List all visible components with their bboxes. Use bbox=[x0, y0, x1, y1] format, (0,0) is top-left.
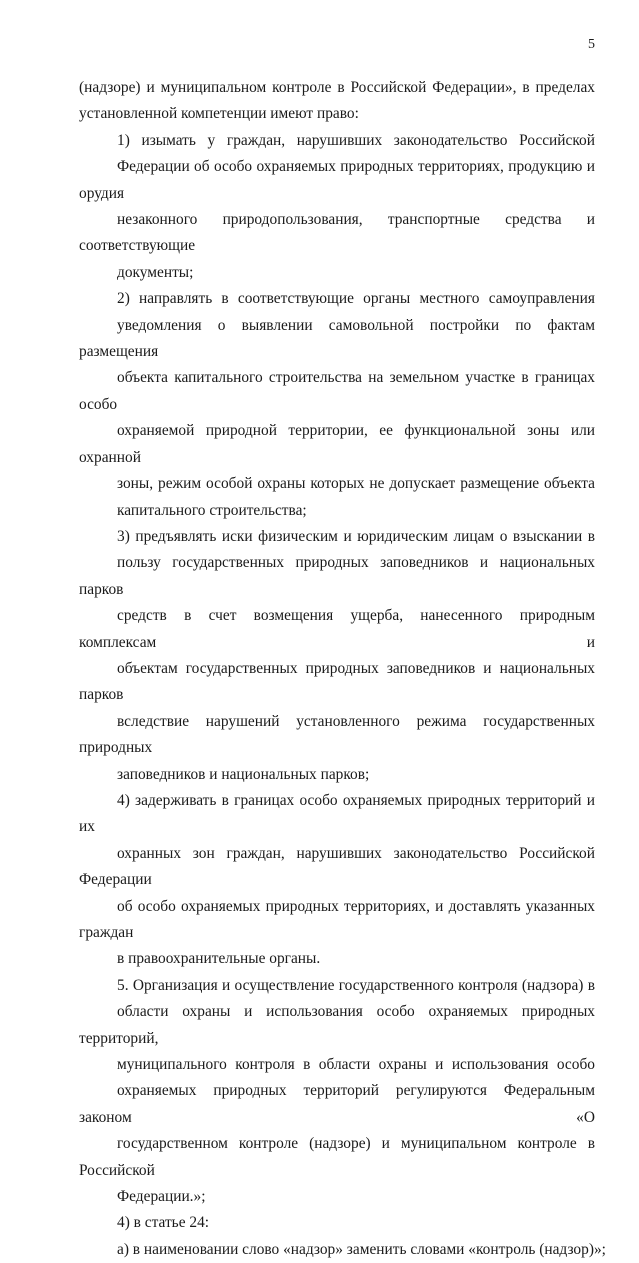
text-line: (надзоре) и муниципальном контроле в Российской Федерации», в пределах bbox=[79, 79, 595, 96]
paragraph-continuation bbox=[79, 75, 595, 128]
text-line: вследствие нарушений установленного режима государственных природных bbox=[79, 712, 595, 757]
text-line: 2) направлять в соответствующие органы местного самоуправления bbox=[117, 290, 595, 308]
text-line: 3) предъявлять иски физическим и юридическим лицам о взыскании в bbox=[117, 527, 595, 545]
text-line: охраняемой природной территории, ее функциональной зоны или охранной bbox=[79, 422, 595, 466]
paragraph-item-3 bbox=[79, 524, 595, 788]
document-body bbox=[79, 75, 606, 1263]
text-line: а) в наименовании слово «надзор» заменить словами «контроль (надзор)»; bbox=[117, 1240, 606, 1258]
paragraph-section-5 bbox=[79, 973, 595, 1211]
paragraph-item-1 bbox=[79, 128, 595, 286]
text-line: области охраны и использования особо охраняемых природных территорий, bbox=[79, 1003, 595, 1047]
paragraph-article-24 bbox=[79, 1210, 595, 1236]
text-line: 4) в статье 24: bbox=[117, 1214, 210, 1232]
text-line: об особо охраняемых природных территориях, и доставлять указанных граждан bbox=[79, 897, 595, 941]
text-line: уведомления о выявлении самовольной постройки по фактам размещения bbox=[79, 316, 595, 361]
text-line: установленной компетенции имеют право: bbox=[79, 105, 359, 123]
paragraph-subitem-a bbox=[79, 1237, 606, 1263]
text-line: заповедников и национальных парков; bbox=[117, 765, 370, 783]
text-line: охранных зон граждан, нарушивших законодательство Российской Федерации bbox=[79, 844, 595, 889]
text-line: Федерации об особо охраняемых природных территориях, продукцию и орудия bbox=[79, 158, 595, 202]
text-line: пользу государственных природных заповедников и национальных парков bbox=[79, 554, 595, 598]
text-line: документы; bbox=[117, 263, 194, 281]
paragraph-item-4 bbox=[79, 788, 595, 973]
text-line: охраняемых природных территорий регулируются Федеральным законом «О bbox=[79, 1082, 595, 1126]
text-line: 1) изымать у граждан, нарушивших законодательство Российской bbox=[117, 131, 595, 149]
text-line: Федерации.»; bbox=[117, 1188, 206, 1206]
text-line: объекта капитального строительства на земельном участке в границах особо bbox=[79, 369, 595, 413]
text-line: 4) задерживать в границах особо охраняемых природных территорий и их bbox=[79, 791, 595, 836]
text-line: незаконного природопользования, транспортные средства и соответствующие bbox=[79, 211, 595, 255]
page-number: 5 bbox=[588, 37, 595, 52]
text-line: муниципального контроля в области охраны и использования особо bbox=[117, 1056, 595, 1074]
text-line: зоны, режим особой охраны которых не допускает размещение объекта bbox=[117, 475, 595, 493]
text-line: 5. Организация и осуществление государственного контроля (надзора) в bbox=[117, 976, 595, 994]
text-line: средств в счет возмещения ущерба, нанесенного природным комплексам и bbox=[79, 607, 595, 651]
text-line: в правоохранительные органы. bbox=[117, 950, 321, 968]
paragraph-item-2 bbox=[79, 286, 595, 524]
text-line: объектам государственных природных заповедников и национальных парков bbox=[79, 659, 595, 704]
text-line: капитального строительства; bbox=[117, 501, 307, 519]
text-line: государственном контроле (надзоре) и муниципальном контроле в Российской bbox=[79, 1135, 595, 1179]
